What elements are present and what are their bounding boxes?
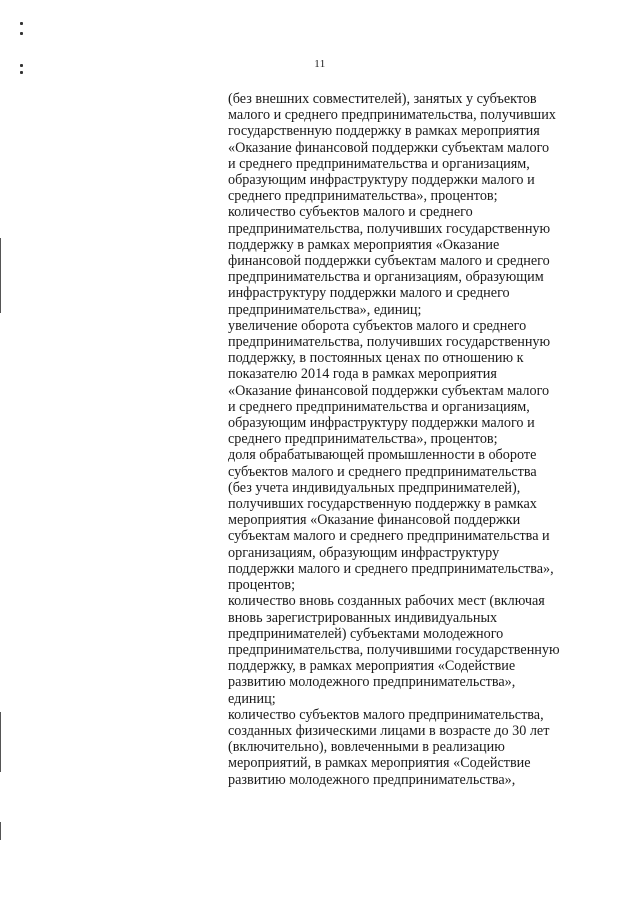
text-line: субъектов малого и среднего предпринимательства: [228, 463, 537, 480]
text-line: организациям, образующим инфраструктуру: [228, 544, 500, 561]
text-line: и среднего предпринимательства и организациям,: [228, 155, 530, 172]
text-line: количество субъектов малого предпринимательства,: [228, 706, 544, 723]
text-line: предпринимательства, получивших государственную: [228, 220, 551, 237]
text-line: получивших государственную поддержку в рамках: [228, 496, 537, 513]
text-line: мероприятий, в рамках мероприятия «Содействие: [228, 755, 531, 772]
text-line: процентов;: [228, 577, 296, 594]
text-line: мероприятия «Оказание финансовой поддержки: [228, 512, 521, 529]
page-number: 11: [314, 58, 326, 70]
text-line: показателю 2014 года в рамках мероприятия: [228, 366, 497, 383]
text-line: поддержки малого и среднего предпринимательства»,: [228, 560, 554, 577]
scan-artifact-dot-top-2: [20, 32, 23, 35]
text-line: субъектам малого и среднего предпринимательства и: [228, 528, 550, 545]
text-line: увеличение оборота субъектов малого и среднего: [228, 317, 527, 334]
document-body-text: [228, 91, 598, 788]
scan-edge-line-left-1: [0, 238, 1, 313]
text-line: (включительно), вовлеченными в реализацию: [228, 739, 505, 756]
text-line: поддержку, в постоянных ценах по отношению к: [228, 350, 524, 367]
text-line: (без внешних совместителей), занятых у субъектов: [228, 91, 537, 107]
scan-artifact-dot-top: [20, 22, 23, 25]
text-line: предпринимательства и организациям, образующим: [228, 269, 544, 286]
text-line: и среднего предпринимательства и организациям,: [228, 398, 530, 415]
text-line: государственную поддержку в рамках мероприятия: [228, 123, 540, 140]
text-line: (без учета индивидуальных предпринимателей),: [228, 479, 521, 496]
text-line: «Оказание финансовой поддержки субъектам малого: [228, 139, 550, 156]
text-line: предпринимательства, получивших государственную: [228, 334, 551, 351]
scan-edge-line-left-2: [0, 712, 1, 772]
text-line: созданных физическими лицами в возрасте до 30 лет: [228, 722, 550, 739]
text-line: «Оказание финансовой поддержки субъектам малого: [228, 382, 550, 399]
text-line: количество вновь созданных рабочих мест (включая: [228, 593, 545, 610]
text-line: финансовой поддержки субъектам малого и среднего: [228, 253, 550, 270]
text-line: развитию молодежного предпринимательства»,: [228, 771, 516, 788]
text-line: количество субъектов малого и среднего: [228, 204, 473, 221]
text-line: среднего предпринимательства», процентов;: [228, 188, 498, 205]
text-line: единиц;: [228, 690, 276, 707]
text-line: развитию молодежного предпринимательства»,: [228, 674, 516, 691]
text-line: поддержку в рамках мероприятия «Оказание: [228, 236, 500, 253]
scan-artifact-dot-mid-2: [20, 71, 23, 74]
text-line: среднего предпринимательства», процентов;: [228, 431, 498, 448]
text-line: доля обрабатывающей промышленности в обороте: [228, 447, 537, 464]
text-line: малого и среднего предпринимательства, получивших: [228, 107, 556, 124]
text-line: предпринимателей) субъектами молодежного: [228, 625, 504, 642]
text-line: инфраструктуру поддержки малого и среднего: [228, 285, 510, 302]
text-line: образующим инфраструктуру поддержки малого и: [228, 415, 535, 432]
text-line: вновь зарегистрированных индивидуальных: [228, 609, 498, 626]
text-line: поддержку, в рамках мероприятия «Содействие: [228, 658, 516, 675]
text-line: образующим инфраструктуру поддержки малого и: [228, 172, 535, 189]
text-line: предпринимательства», единиц;: [228, 301, 422, 318]
scan-edge-line-left-3: [0, 822, 1, 840]
text-line: предпринимательства, получившими государственную: [228, 641, 560, 658]
